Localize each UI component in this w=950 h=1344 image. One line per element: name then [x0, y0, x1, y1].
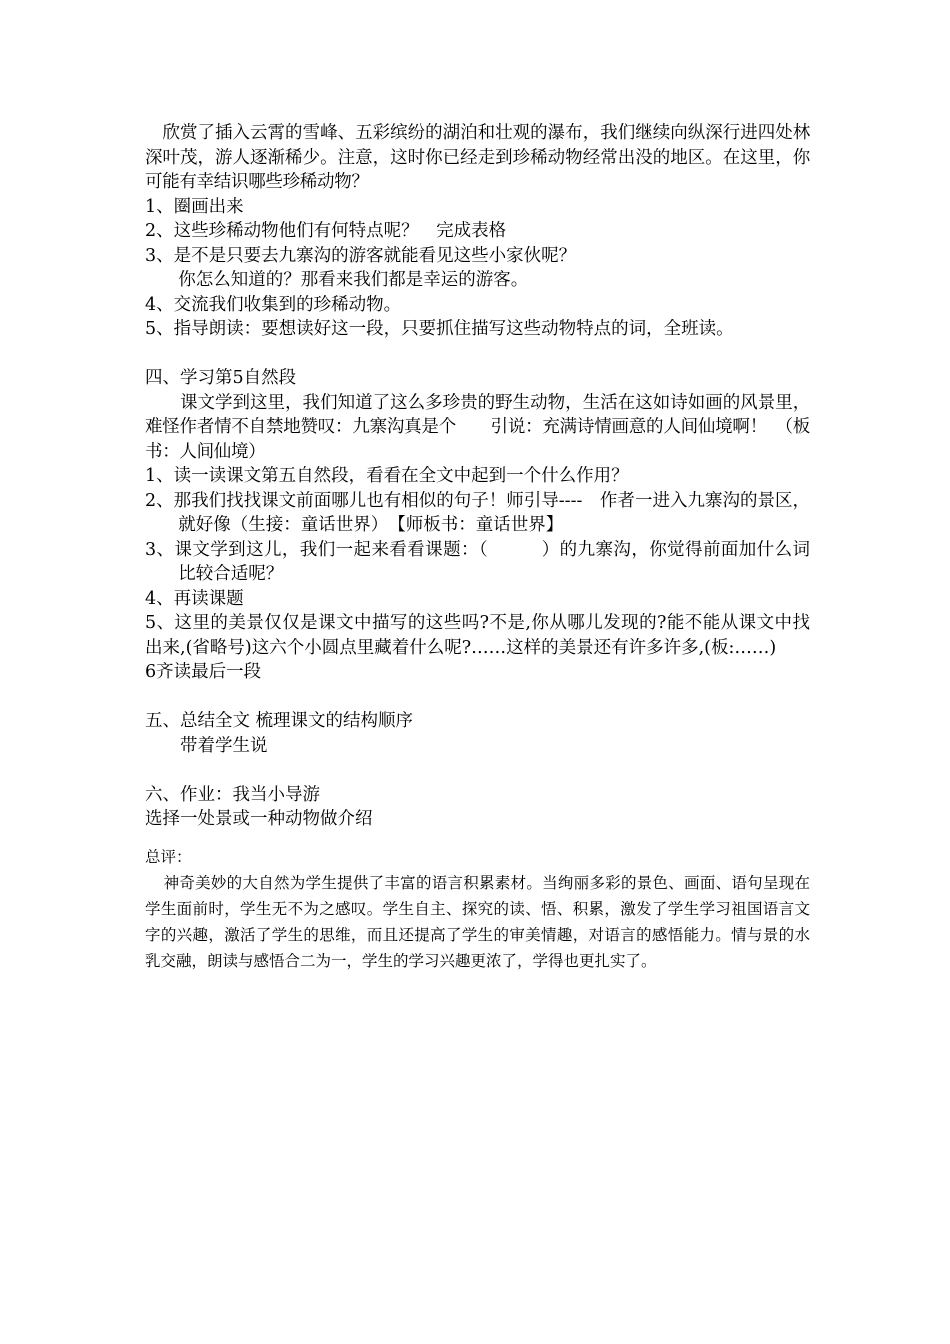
- section-line: 带着学生说: [180, 735, 268, 756]
- spacer: [145, 832, 810, 844]
- list-item: 4、再读课题: [145, 588, 244, 609]
- rare-animals-intro: 欣赏了插入云霄的雪峰、五彩缤纷的湖泊和壮观的瀑布，我们继续向纵深行进四处林深叶茂，游人逐渐稀少。注意，这时你已经走到珍稀动物经常出没的地区。在这里，你可能有幸结识哪些珍稀动物？: [145, 123, 810, 192]
- spacer: [145, 342, 810, 367]
- list-item: 1、圈画出来: [145, 196, 244, 217]
- section-heading: 四、学习第5自然段: [145, 368, 297, 388]
- list-item: 1、读一读课文第五自然段，看看在全文中起到一个什么作用？: [145, 466, 629, 486]
- list-item: 5、这里的美景仅仅是课文中描写的这些吗?不是,你从哪儿发现的?能不能从课文中找出来,(省略号)这六个小圆点里藏着什么呢?……这样的美景还有许多许多,(板:……): [145, 613, 810, 658]
- section-intro: 课文学到这里，我们知道了这么多珍贵的野生动物，生活在这如诗如画的风景里，难怪作者情不自禁地赞叹：九寨沟真是个 引说：充满诗情画意的人间仙境啊！ （板书：人间仙境）: [145, 392, 810, 462]
- section-line: 选择一处景或一种动物做介绍: [145, 809, 373, 829]
- review-text: 神奇美妙的大自然为学生提供了丰富的语言积累素材。当绚丽多彩的景色、画面、语句呈现在学生面前时，学生无不为之感叹。学生自主、探究的读、悟、积累，激发了学生学习祖国语言文字的兴趣，激活了学生的思维，而且还提高了学生的审美情趣，对语言的感悟能力。情与景的水乳交融，朗读与感悟合二为一，学生的学习兴趣更浓了，学得也更扎实了。: [145, 873, 810, 970]
- list-item: 2、这些珍稀动物他们有何特点呢？ 完成表格: [145, 221, 507, 241]
- spacer: [145, 685, 810, 710]
- list-item: 3、课文学到这儿，我们一起来看看课题：（ ）的九寨沟，你觉得前面加什么词比较合适呢？: [145, 539, 810, 584]
- review-label: 总评：: [145, 847, 192, 866]
- section-heading: 五、总结全文 梳理课文的结构顺序: [145, 711, 414, 731]
- list-item-continuation: 你怎么知道的？那看来我们都是幸运的游客。: [178, 270, 529, 290]
- spacer: [145, 758, 810, 783]
- list-item: 5、指导朗读：要想读好这一段，只要抓住描写这些动物特点的词，全班读。: [145, 319, 734, 339]
- list-item: 4、交流我们收集到的珍稀动物。: [145, 294, 402, 315]
- list-item: 6齐读最后一段: [145, 662, 262, 682]
- section-heading: 六、作业：我当小导游: [145, 784, 320, 805]
- lesson-plan-body: [145, 121, 810, 974]
- list-item: 3、是不是只要去九寨沟的游客就能看见这些小家伙呢？: [145, 245, 577, 266]
- list-item: 2、那我们找找课文前面哪儿也有相似的句子！师引导---- 作者一进入九寨沟的景区，就好像（生接：童话世界） 【师板书：童话世界】: [145, 490, 810, 535]
